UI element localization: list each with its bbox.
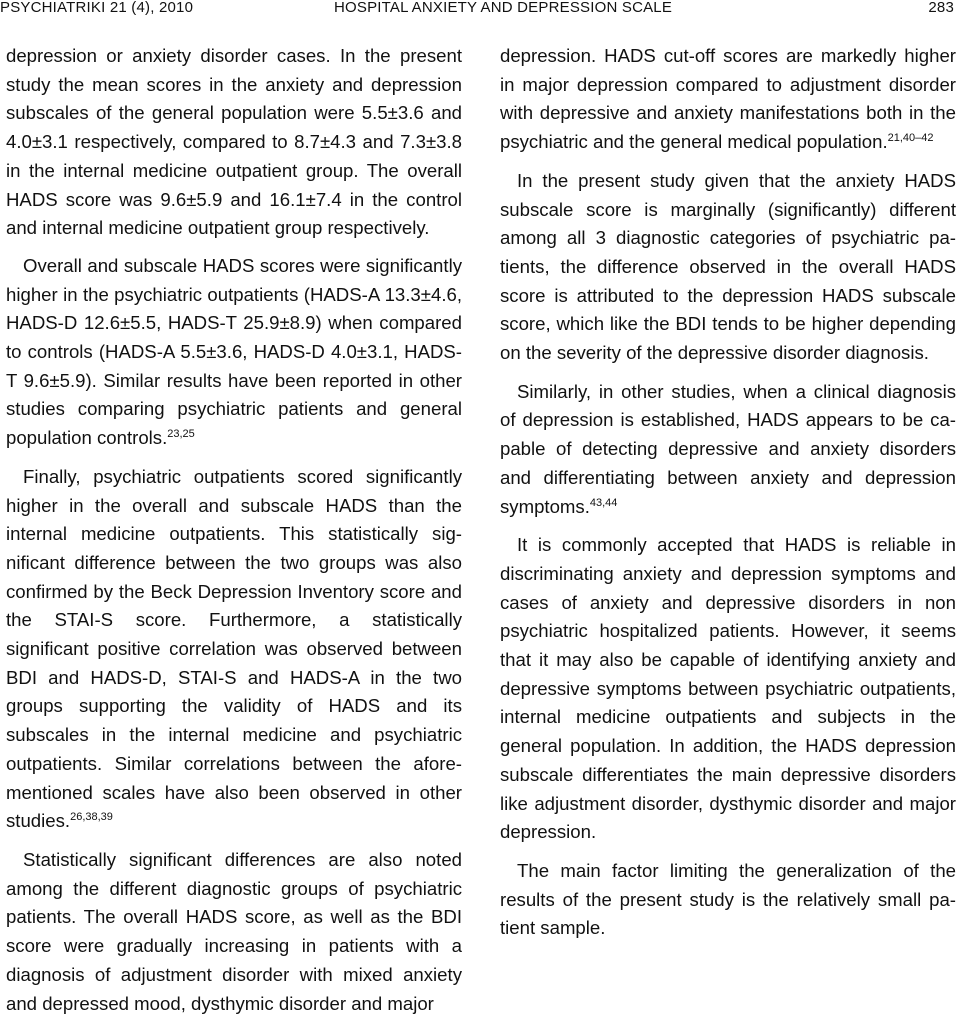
left-text-column	[6, 42, 462, 1028]
reference-superscript: 43,44	[589, 496, 618, 509]
paragraph	[500, 531, 956, 847]
paragraph-text: Similarly, in other studies, when a clinical diagnosis of depression is established, HADS appears to be capable of detecting depressive and anxiety disorders and differentiating between anxiety and depression symptoms.	[500, 380, 956, 517]
journal-citation: PSYCHIATRIKI 21 (4), 2010	[0, 0, 194, 16]
paragraph	[6, 463, 462, 836]
paragraph	[500, 42, 956, 157]
paragraph	[500, 167, 956, 368]
paragraph	[6, 846, 462, 1018]
paragraph	[6, 252, 462, 453]
reference-superscript: 21,40–42	[887, 132, 934, 145]
paragraph-text: Finally, psychiatric outpatients scored significantly higher in the overall and subscale HADS than the internal medicine outpatients. This statistically significant difference between the two groups was also confirmed by the Beck Depression Inventory score and the STAI-S score. Furthermore, a statistically significant positive correlation was observed between BDI and HADS-D, STAI-S and HADS-A in the two groups supporting the validity of HADS and its subscales in the internal medicine and psychiatric outpatients. Similar correlations between the aforementioned scales have also been observed in other studies.	[6, 465, 462, 832]
paragraph	[500, 857, 956, 943]
paragraph-text: depression or anxiety disorder cases. In the present study the mean scores in the anxiety and depression subscales of the general population were 5.5±3.6 and 4.0±3.1 respectively, compared to 8.7±4.3 and 7.3±3.8 in the internal medicine outpatient group. The overall HADS score was 9.6±5.9 and 16.1±7.4 in the control and internal medicine outpatient group respectively.	[6, 45, 462, 239]
right-text-column	[500, 42, 956, 953]
article-running-title: HOSPITAL ANXIETY AND DEPRESSION SCALE	[334, 0, 673, 16]
paragraph-text: The main factor limiting the generalization of the results of the present study is the relatively small patient sample.	[500, 859, 956, 939]
paragraph-text: depression. HADS cut-off scores are markedly higher in major depression compared to adjustment disorder with depressive and anxiety manifestations both in the psychiatric and the general medical population.	[500, 45, 956, 153]
reference-superscript: 23,25	[167, 428, 195, 441]
paragraph-text: In the present study given that the anxiety HADS subscale score is marginally (significantly) different among all 3 diagnostic categories of psychiatric patients, the difference observed in the overall HADS score is attributed to the depression HADS subscale score, which like the BDI tends to be higher depending on the severity of the depressive disorder diagnosis.	[500, 169, 956, 364]
paragraph-text: Overall and subscale HADS scores were significantly higher in the psychiatric outpatients (HADS-A 13.3±4.6, HADS-D 12.6±5.5, HADS-T 25.9±8.9) when compared to controls (HADS-A 5.5±3.6, HADS-D 4.0±3.1, HADS-T 9.6±5.9). Similar results have been reported in other studies comparing psychiatric patients and general population controls.	[6, 254, 462, 449]
paragraph-text: Statistically significant differences are also noted among the different diagnostic groups of psychiatric patients. The overall HADS score, as well as the BDI score were gradually increasing in patients with a diagnosis of adjustment disorder with mixed anxiety and depressed mood, dysthymic disorder and major	[6, 848, 462, 1014]
paragraph	[500, 378, 956, 522]
paragraph-text: It is commonly accepted that HADS is reliable in discriminating anxiety and depression symptoms and cases of anxiety and depressive disorders in non psychiatric hospitalized patients. However, it seems that it may also be capable of identifying anxiety and depressive symptoms between psychiatric outpatients, internal medicine outpatients and subjects in the general population. In addition, the HADS depression subscale differentiates the main depressive disorders like adjustment disorder, dysthymic disorder and major depression.	[500, 534, 956, 843]
reference-superscript: 26,38,39	[70, 811, 113, 824]
page-number: 283	[928, 0, 954, 16]
running-header	[0, 0, 960, 22]
paragraph	[6, 42, 462, 243]
